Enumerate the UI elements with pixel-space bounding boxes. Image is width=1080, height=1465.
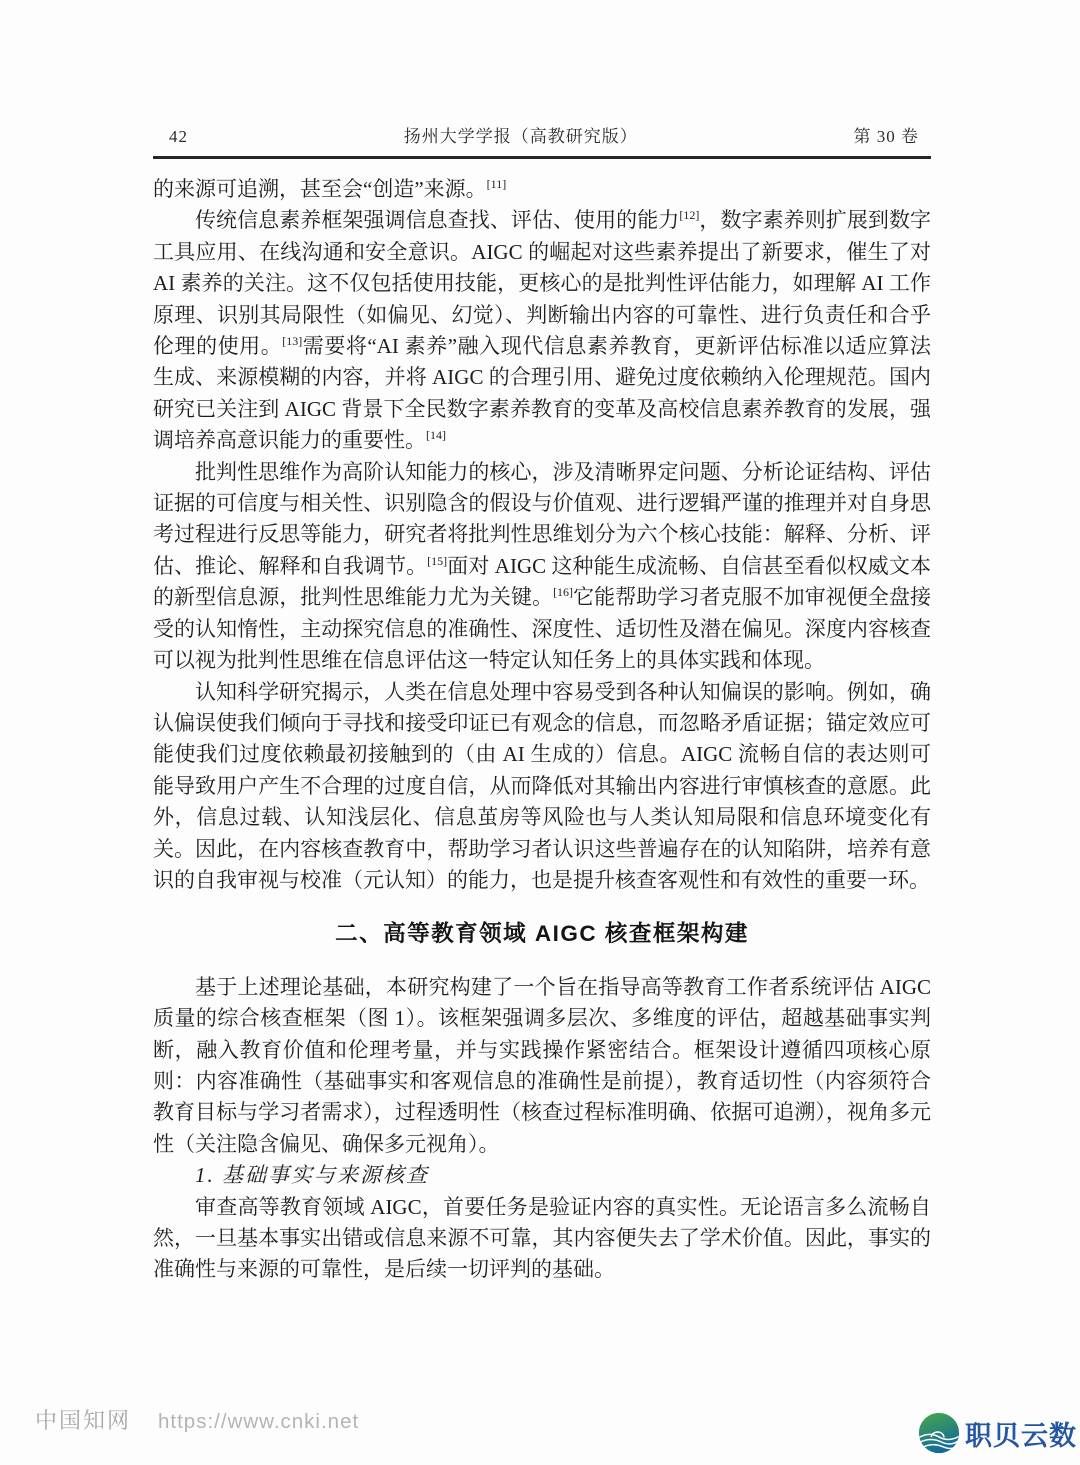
header-rule <box>153 156 931 159</box>
subsection-heading: 1. 基础事实与来源核查 <box>195 1163 429 1188</box>
citation-ref: [11] <box>486 177 507 191</box>
cnki-site-name: 中国知网 <box>35 1408 132 1433</box>
citation-ref: [16] <box>553 585 574 600</box>
cnki-site-url[interactable]: https://www.cnki.net <box>158 1410 360 1433</box>
page-content <box>153 122 931 1286</box>
running-header <box>153 122 931 147</box>
section-heading: 二、高等教育领域 AIGC 核查框架构建 <box>335 921 749 947</box>
citation-ref: [13] <box>282 334 303 349</box>
volume-label: 第 30 卷 <box>853 127 919 146</box>
citation-ref: [15] <box>427 553 448 568</box>
paragraph: 的来源可追溯，甚至会“创造”来源。[11] <box>153 177 507 201</box>
paragraph: 传统信息素养框架强调信息查找、评估、使用的能力[12]，数字素养则扩展到数字工具应用、在线沟通和安全意识。AIGC 的崛起对这些素养提出了新要求，催生了对 AI 素养的关注。这不仅包括使用技能，更核心的是批判性评估能力，如理解 AI 工作原理、识别其局限性（如偏见、幻觉）、判断输出内容的可靠性、进行负责任和合乎伦理的使用。[13]需要将“AI 素养”融入现代信息素养教育，更新评估标准以适应算法生成、来源模糊的内容，并将 AIGC 的合理引用、避免过度依赖纳入伦理规范。国内研究已关注到 AIGC 背景下全民数字素养教育的变革及高校信息素养教育的发展，强调培养高意识能力的重要性。[14] <box>153 208 932 453</box>
citation-ref: [12] <box>679 208 700 223</box>
brand-name: 职贝云数 <box>965 1420 1077 1451</box>
page-number: 42 <box>169 127 188 146</box>
citation-ref: [14] <box>426 428 446 443</box>
paragraph: 认知科学研究揭示，人类在信息处理中容易受到各种认知偏误的影响。例如，确认偏误使我们倾向于寻找和接受印证已有观念的信息，而忽略矛盾证据；锚定效应可能使我们过度依赖最初接触到的（由 AI 生成的）信息。AIGC 流畅自信的表达则可能导致用户产生不合理的过度自信，从而降低对其输出内容进行审慎核查的意愿。此外，信息过载、认知浅层化、信息茧房等风险也与人类认知局限和信息环境变化有关。因此，在内容核查教育中，帮助学习者认识这些普遍存在的认知陷阱，培养有意识的自我审视与校准（元认知）的能力，也是提升核查客观性和有效性的重要一环。 <box>153 679 931 892</box>
paragraph: 审查高等教育领域 AIGC，首要任务是验证内容的真实性。无论语言多么流畅自然，一旦基本事实出错或信息来源不可靠，其内容便失去了学术价值。因此，事实的准确性与来源的可靠性，是后续一切评判的基础。 <box>153 1194 931 1282</box>
journal-title: 扬州大学学报（高教研究版） <box>403 127 638 146</box>
brand-logo-icon <box>918 1412 960 1454</box>
article-body <box>153 174 931 1286</box>
paragraph: 批判性思维作为高阶认知能力的核心，涉及清晰界定问题、分析论证结构、评估证据的可信度与相关性、识别隐含的假设与价值观、进行逻辑严谨的推理并对自身思考过程进行反思等能力，研究者将批判性思维划分为六个核心技能：解释、分析、评估、推论、解释和自我调节。[15]面对 AIGC 这种能生成流畅、自信甚至看似权威文本的新型信息源，批判性思维能力尤为关键。[16]它能帮助学习者克服不加审视便全盘接受的认知惰性，主动探究信息的准确性、深度性、适切性及潜在偏见。深度内容核查可以视为批判性思维在信息评估这一特定认知任务上的具体实践和体现。 <box>153 459 932 673</box>
watermark-footer <box>35 1404 359 1435</box>
paragraph: 基于上述理论基础，本研究构建了一个旨在指导高等教育工作者系统评估 AIGC 质量的综合核查框架（图 1）。该框架强调多层次、多维度的评估，超越基础事实判断，融入教育价值和伦理考量，并与实践操作紧密结合。框架设计遵循四项核心原则：内容准确性（基础事实和客观信息的准确性是前提），教育适切性（内容须符合教育目标与学习者需求），过程透明性（核查过程标准明确、依据可追溯），视角多元性（关注隐含偏见、确保多元视角）。 <box>153 974 931 1156</box>
brand-badge <box>918 1412 1077 1454</box>
